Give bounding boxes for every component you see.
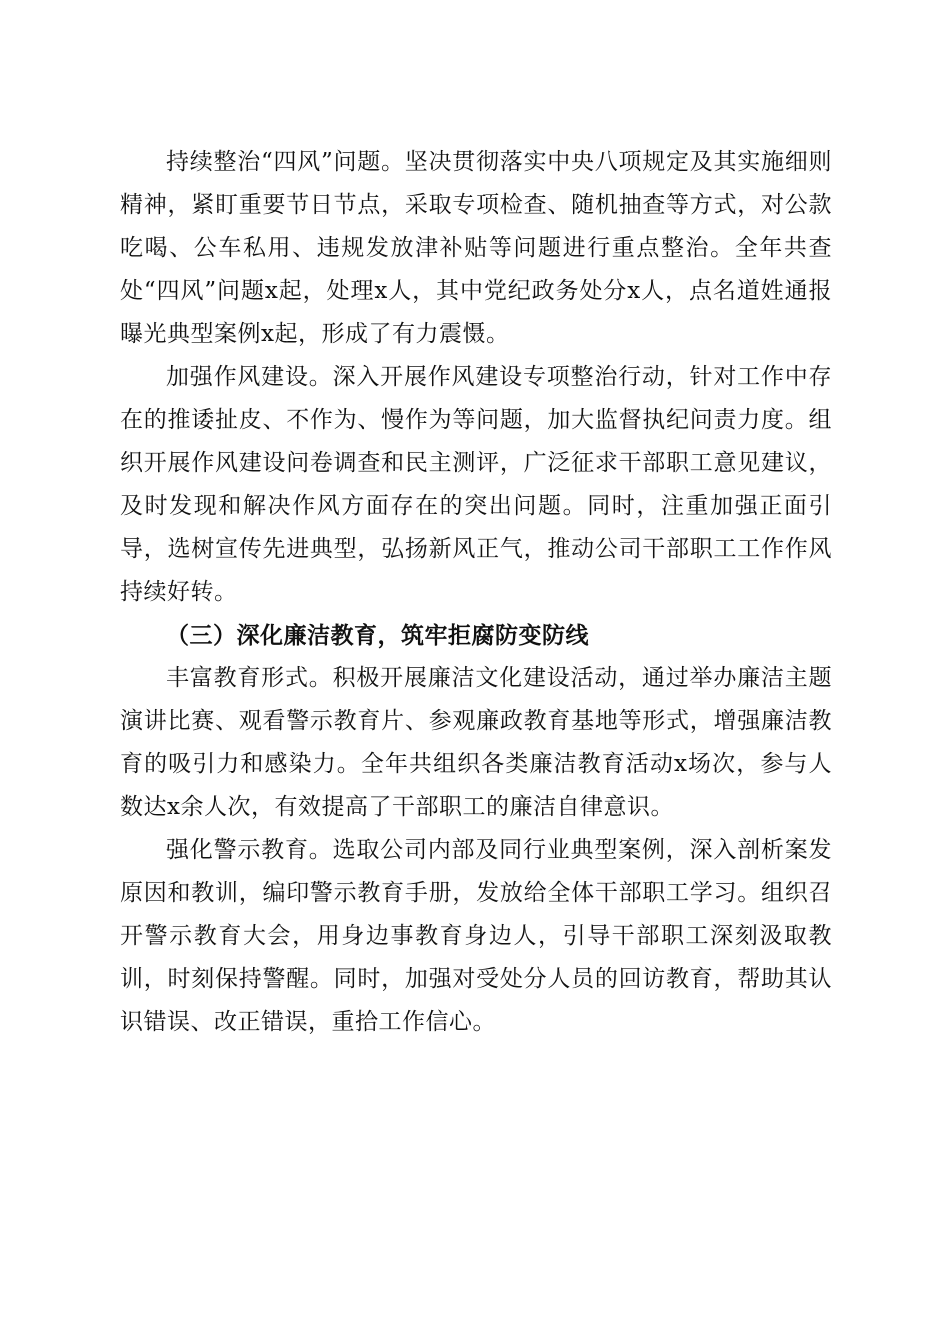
- document-body: [120, 141, 832, 1044]
- paragraph-warning-education: 强化警示教育。选取公司内部及同行业典型案例，深入剖析案发原因和教训，编印警示教育手册，发放给全体干部职工学习。组织召开警示教育大会，用身边事教育身边人，引导干部职工深刻汲取教训，时刻保持警醒。同时，加强对受处分人员的回访教育，帮助其认识错误、改正错误，重拾工作信心。: [120, 837, 832, 1035]
- paragraph-four-winds: 持续整治“四风”问题。坚决贯彻落实中央八项规定及其实施细则精神，紧盯重要节日节点，采取专项检查、随机抽查等方式，对公款吃喝、公车私用、违规发放津补贴等问题进行重点整治。全年共查处“四风”问题x起，处理x人，其中党纪政务处分x人，点名道姓通报曝光典型案例x起，形成了有力震慑。: [120, 149, 832, 347]
- paragraph-education-forms: 丰富教育形式。积极开展廉洁文化建设活动，通过举办廉洁主题演讲比赛、观看警示教育片、参观廉政教育基地等形式，增强廉洁教育的吸引力和感染力。全年共组织各类廉洁教育活动x场次，参与人数达x余人次，有效提高了干部职工的廉洁自律意识。: [120, 665, 832, 820]
- section-heading-integrity-education: （三）深化廉洁教育，筑牢拒腐防变防线: [166, 622, 589, 649]
- paragraph-work-style: 加强作风建设。深入开展作风建设专项整治行动，针对工作中存在的推诿扯皮、不作为、慢作为等问题，加大监督执纪问责力度。组织开展作风建设问卷调查和民主测评，广泛征求干部职工意见建议，及时发现和解决作风方面存在的突出问题。同时，注重加强正面引导，选树宣传先进典型，弘扬新风正气，推动公司干部职工工作作风持续好转。: [120, 364, 832, 605]
